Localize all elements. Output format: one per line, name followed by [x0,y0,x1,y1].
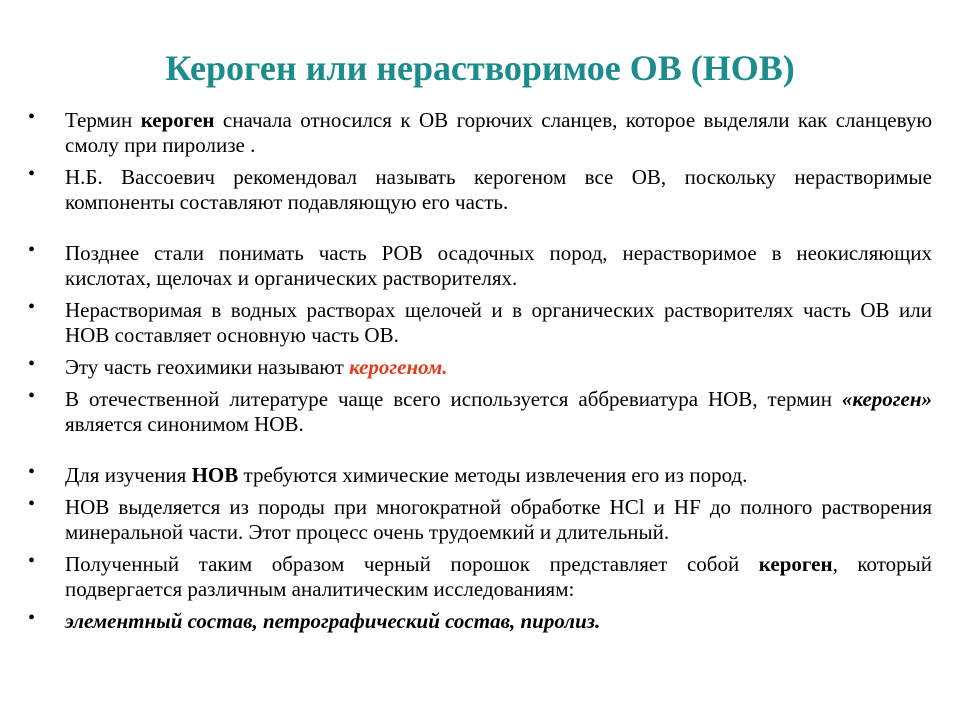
bullet-text: НОВ выделяется из породы при многократной обработке HCl и HF до полного растворения минеральной части. Этот процесс очень трудоемкий и длительный. [65,495,932,544]
bullet-list [28,108,932,641]
bullet-item [28,609,932,634]
bullet-item [28,463,932,488]
bullet-icon: • [28,385,36,407]
bullet-text: требуются химические методы извлечения его из пород. [238,463,748,487]
bullet-icon: • [28,239,36,261]
bullet-item [28,108,932,158]
term-kerogen-highlight: керогеном. [349,355,448,379]
bullet-item [28,552,932,602]
bullet-text: сначала относился к ОВ горючих сланцев, которое выделяли как сланцевую смолу при пиролизе . [65,108,933,157]
bullet-text: В отечественной литературе чаще всего используется аббревиатура НОВ, термин [65,387,842,411]
bullet-text: Нерастворимая в водных растворах щелочей и в органических растворителях часть ОВ или НОВ составляет основную часть ОВ. [65,298,932,347]
bullet-icon: • [28,163,36,185]
bullet-icon: • [28,493,36,515]
bullet-icon: • [28,296,36,318]
bullet-icon: • [28,461,36,483]
bullet-item [28,387,932,437]
bullet-text: Полученный таким образом черный порошок представляет собой [65,552,759,576]
bullet-text: Термин [65,108,141,132]
bullet-text: , который подвергается различным аналитическим исследованиям: [65,552,932,601]
bullet-text: Позднее стали понимать часть РОВ осадочных пород, нерастворимое в неокисляющих кислотах, щелочах и органических растворителях. [65,241,932,290]
bullet-text: Н.Б. Вассоевич рекомендовал называть керогеном все ОВ, поскольку нерастворимые компоненты составляют подавляющую его часть. [65,165,932,214]
bullet-item [28,241,932,291]
slide-title: Кероген или нерастворимое ОВ (НОВ) [165,48,795,88]
term-kerogen-quoted: «кероген» [841,387,932,411]
bullet-item [28,298,932,348]
term-kerogen: кероген [758,552,833,576]
bullet-text: Для изучения [65,463,192,487]
bullet-item [28,495,932,545]
bullet-item [28,355,932,380]
term-kerogen: кероген [140,108,215,132]
bullet-text: является синонимом НОВ. [65,412,304,436]
bullet-icon: • [28,353,36,375]
bullet-item [28,165,932,215]
analysis-methods: элементный состав, петрографический состав, пиролиз. [65,609,601,633]
term-nov: НОВ [191,463,239,487]
bullet-icon: • [28,550,36,572]
bullet-text: Эту часть геохимики называют [65,355,350,379]
bullet-icon: • [28,106,36,128]
bullet-icon: • [28,607,36,629]
